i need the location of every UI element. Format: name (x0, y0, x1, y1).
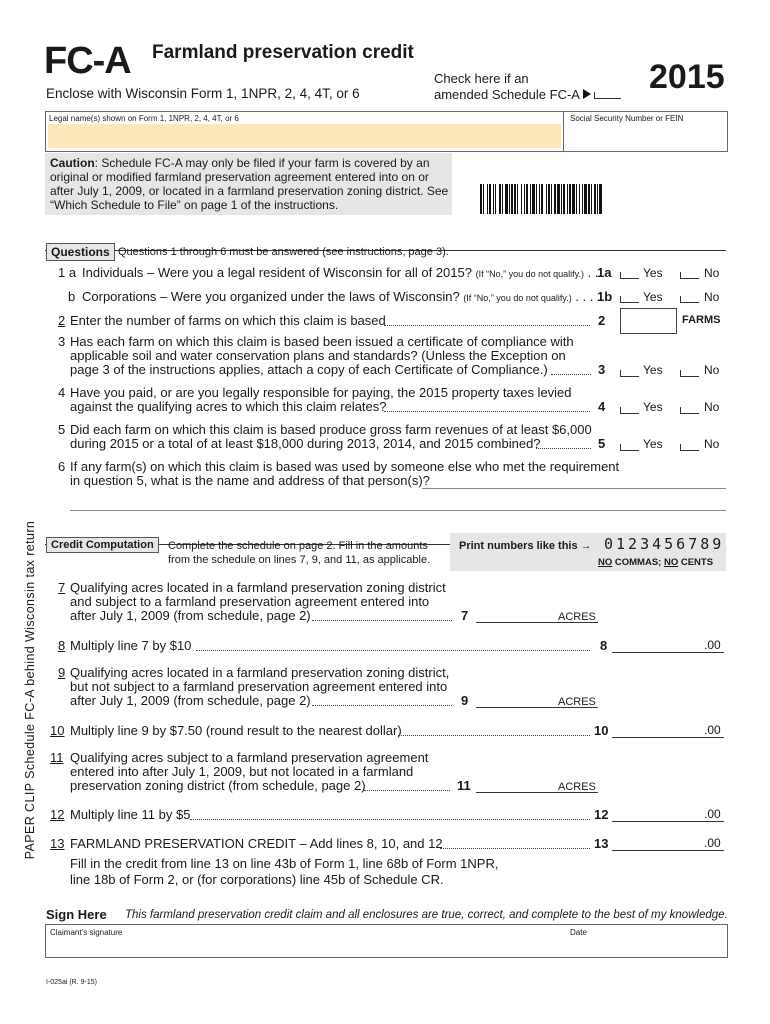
line8-ref: 8 (600, 638, 608, 653)
sign-statement: This farmland preservation credit claim and all enclosures are true, correct, and complete to the best of my knowledge. (125, 909, 728, 921)
right-arrow-icon: → (580, 540, 592, 552)
line12-num: 12 (50, 807, 65, 822)
q1a-yes-checkbox[interactable] (620, 272, 639, 279)
q1b-ref: 1b (597, 289, 613, 304)
no-commas-note: NO COMMAS; NO CENTS (598, 557, 714, 568)
line9-text-1: Qualifying acres located in a farmland preservation zoning district, (70, 665, 450, 680)
line13-credit-input[interactable] (612, 850, 724, 851)
q3-line1: Has each farm on which this claim is based been issued a certificate of compliance with (70, 334, 574, 349)
sample-digits: 0123456789 (604, 535, 725, 553)
q1a-ref: 1a (597, 265, 612, 280)
barcode-bar (591, 184, 592, 214)
q5-no-label: No (704, 437, 720, 451)
barcode-bar (517, 184, 518, 214)
barcode-bar (572, 184, 575, 214)
line10-leader-dots (398, 735, 590, 736)
date-input[interactable] (566, 938, 724, 954)
line9-text-3: after July 1, 2009 (from schedule, page 2) (70, 693, 311, 708)
signature-input[interactable] (48, 938, 558, 954)
farms-count-input[interactable] (620, 308, 677, 334)
form-title: Farmland preservation credit (152, 42, 414, 63)
name-input[interactable] (48, 124, 561, 148)
q5-leader-dots (536, 448, 591, 449)
form-id: I-025ai (R. 9-15) (46, 979, 97, 986)
barcode-bar (509, 184, 510, 214)
barcode-bar (569, 184, 571, 214)
caution-text-line4: “Which Schedule to File” on page 1 of the instructions. (50, 198, 339, 212)
q4-yes-checkbox[interactable] (620, 407, 639, 414)
questions-intro: Questions 1 through 6 must be answered (see instructions, page 3). (118, 246, 449, 258)
line12-ref: 12 (594, 807, 609, 822)
q4-num: 4 (58, 385, 66, 400)
name-field-label: Legal name(s) shown on Form 1, 1NPR, 2, 4, 4T, or 6 (49, 114, 239, 123)
q6-answer-line1[interactable] (422, 488, 726, 489)
line11-text-1: Qualifying acres subject to a farmland preservation agreement (70, 750, 429, 765)
q3-yes-checkbox[interactable] (620, 370, 639, 377)
q1b-text: Corporations – Were you organized under the laws of Wisconsin? (If “No,” you do not qualify.) . . . (82, 289, 594, 304)
line7-leader-dots (312, 620, 452, 621)
form-code: FC-A (44, 40, 131, 82)
barcode-bar (599, 184, 602, 214)
questions-heading: Questions (46, 243, 115, 261)
line11-num: 11 (50, 750, 64, 765)
line9-acres-label: ACRES (558, 696, 596, 708)
q3-ref: 3 (598, 362, 606, 377)
caution-text-line1: Caution: Schedule FC-A may only be filed if your farm is covered by an (50, 156, 430, 170)
q1b-num: b (68, 289, 76, 304)
q1b-no-label: No (704, 290, 720, 304)
q3-line2: applicable soil and water conservation plans and standards? (Unless the Exception on (70, 348, 566, 363)
q2-text: Enter the number of farms on which this claim is based (70, 313, 386, 328)
ssn-input[interactable] (565, 124, 725, 149)
q4-line1: Have you paid, or are you legally responsible for paying, the 2015 property taxes levied (70, 385, 572, 400)
barcode-bar (483, 184, 484, 214)
q3-leader-dots (551, 374, 591, 375)
line9-text-2: but not subject to a farmland preservation agreement entered into (70, 679, 448, 694)
barcode-bar (502, 184, 503, 214)
line13-leader-dots (440, 848, 590, 849)
barcode-bar (546, 184, 547, 214)
q4-yes-label: Yes (643, 400, 663, 414)
line10-ref: 10 (594, 723, 609, 738)
sign-heading: Sign Here (46, 907, 107, 922)
line11-leader-dots (364, 790, 450, 791)
line8-cents: .00 (704, 638, 721, 652)
amended-label-line1: Check here if an (434, 71, 529, 86)
line11-ref: 11 (457, 778, 471, 793)
q2-num: 2 (58, 313, 66, 328)
line13-cents: .00 (704, 836, 721, 850)
barcode-bar (584, 184, 587, 214)
line10-num: 10 (50, 723, 65, 738)
q6-answer-line2[interactable] (70, 510, 726, 511)
barcode-bar (505, 184, 508, 214)
q1a-no-checkbox[interactable] (680, 272, 699, 279)
q4-no-label: No (704, 400, 720, 414)
q4-no-checkbox[interactable] (680, 407, 699, 414)
barcode-bar (524, 184, 525, 214)
ssn-field-label: Social Security Number or FEIN (570, 114, 684, 123)
line11-text-2: entered into after July 1, 2009, but not located in a farmland (70, 764, 414, 779)
q4-line2: against the qualifying acres to which this claim relates? (70, 399, 387, 414)
line8-text: Multiply line 7 by $10 (70, 638, 192, 653)
barcode-bar (521, 184, 522, 214)
line9-leader-dots (312, 705, 452, 706)
ssn-divider (563, 111, 564, 151)
line7-text-2: and subject to a farmland preservation agreement entered into (70, 594, 430, 609)
barcode-bar (493, 184, 494, 214)
barcode-bar (487, 184, 488, 214)
q4-leader-dots (384, 411, 590, 412)
q2-ref: 2 (598, 313, 606, 328)
barcode-bar (548, 184, 550, 214)
line7-text-3: after July 1, 2009 (from schedule, page 2) (70, 608, 311, 623)
credit-heading: Credit Computation (46, 537, 159, 553)
barcode-bar (554, 184, 556, 214)
credit-note-line2: from the schedule on lines 7, 9, and 11, as applicable. (168, 554, 431, 566)
q2-leader-dots (384, 325, 590, 326)
line9-num: 9 (58, 665, 66, 680)
caution-text-line3: after July 1, 2009, or located in a farmland preservation zoning district. See (50, 184, 449, 198)
barcode-bar (567, 184, 568, 214)
barcode-bar (511, 184, 513, 214)
farms-label: FARMS (682, 314, 721, 326)
line7-text-1: Qualifying acres located in a farmland preservation zoning district (70, 580, 446, 595)
barcode-bar (526, 184, 528, 214)
q1a-num: 1 a (58, 265, 77, 280)
q5-ref: 5 (598, 436, 606, 451)
q1a-text: Individuals – Were you a legal resident of Wisconsin for all of 2015? (If “No,” you do not qualify.) . . (82, 265, 599, 280)
barcode-bar (557, 184, 560, 214)
q6-num: 6 (58, 459, 66, 474)
line8-leader-dots (196, 650, 590, 651)
line10-amount-input[interactable] (612, 737, 724, 738)
date-label: Date (570, 928, 587, 937)
q3-num: 3 (58, 334, 66, 349)
barcode-bar (594, 184, 596, 214)
print-sample-label: Print numbers like this → (459, 540, 592, 552)
q5-yes-checkbox[interactable] (620, 444, 639, 451)
barcode-bar (499, 184, 501, 214)
q6-line1: If any farm(s) on which this claim is based was used by someone else who met the requirement (70, 459, 620, 474)
q3-yes-label: Yes (643, 363, 663, 377)
q1a-yes-label: Yes (643, 266, 663, 280)
line13-note-1: Fill in the credit from line 13 on line 43b of Form 1, line 68b of Form 1NPR, (70, 856, 499, 871)
barcode-bar (495, 184, 496, 214)
caution-text-line2: original or modified farmland preservation agreement entered into on or (50, 170, 429, 184)
q5-num: 5 (58, 422, 66, 437)
line8-amount-input[interactable] (612, 652, 724, 653)
q4-ref: 4 (598, 399, 606, 414)
barcode-bar (536, 184, 537, 214)
barcode-bar (579, 184, 580, 214)
barcode-bar (597, 184, 598, 214)
q5-line2: during 2015 or a total of at least $18,000 during 2013, 2014, and 2015 combined? (70, 436, 541, 451)
enclose-instruction: Enclose with Wisconsin Form 1, 1NPR, 2, 4, 4T, or 6 (46, 86, 360, 101)
credit-note-line1: Complete the schedule on page 2. Fill in the amounts (168, 540, 428, 552)
q1b-yes-label: Yes (643, 290, 663, 304)
barcode (480, 184, 722, 214)
q1b-no-checkbox[interactable] (680, 296, 699, 303)
pointer-arrow-icon (583, 89, 591, 99)
barcode-bar (541, 184, 543, 214)
line12-leader-dots (190, 819, 590, 820)
tax-year: 2015 (649, 58, 725, 96)
barcode-bar (588, 184, 590, 214)
barcode-bar (563, 184, 565, 214)
q1b-yes-checkbox[interactable] (620, 296, 639, 303)
line8-num: 8 (58, 638, 66, 653)
signature-label: Claimant’s signature (50, 928, 123, 937)
barcode-bar (576, 184, 577, 214)
line13-num: 13 (50, 836, 65, 851)
q5-line1: Did each farm on which this claim is based produce gross farm revenues of at least $6,000 (70, 422, 592, 437)
barcode-bar (539, 184, 540, 214)
q5-no-checkbox[interactable] (680, 444, 699, 451)
line11-acres-label: ACRES (558, 781, 596, 793)
line12-text: Multiply line 11 by $5 (70, 807, 191, 822)
barcode-bar (514, 184, 516, 214)
line13-note-2: line 18b of Form 2, or (for corporations) line 45b of Schedule CR. (70, 872, 444, 887)
line13-text: FARMLAND PRESERVATION CREDIT – Add lines 8, 10, and 12 (70, 836, 443, 851)
q6-line2: in question 5, what is the name and address of that person(s)? (70, 473, 430, 488)
line7-acres-label: ACRES (558, 611, 596, 623)
amended-checkbox[interactable] (594, 92, 621, 99)
caution-label: Caution (50, 156, 95, 170)
barcode-bar (532, 184, 535, 214)
q3-line3: page 3 of the instructions applies, attach a copy of each Certificate of Compliance.) (70, 362, 548, 377)
barcode-bar (561, 184, 562, 214)
line7-ref: 7 (461, 608, 469, 623)
q3-no-label: No (704, 363, 720, 377)
line7-num: 7 (58, 580, 66, 595)
line10-cents: .00 (704, 723, 721, 737)
line9-ref: 9 (461, 693, 469, 708)
q1a-no-label: No (704, 266, 720, 280)
q5-yes-label: Yes (643, 437, 663, 451)
line12-cents: .00 (704, 807, 721, 821)
q3-no-checkbox[interactable] (680, 370, 699, 377)
barcode-bar (480, 184, 482, 214)
amended-label-line2: amended Schedule FC-A (434, 87, 580, 102)
line11-text-3: preservation zoning district (from schedule, page 2) (70, 778, 366, 793)
line13-ref: 13 (594, 836, 609, 851)
barcode-bar (582, 184, 583, 214)
line12-amount-input[interactable] (612, 821, 724, 822)
barcode-bar (551, 184, 552, 214)
paper-clip-side-text: PAPER CLIP Schedule FC-A behind Wisconsin tax return (23, 520, 37, 860)
barcode-bar (530, 184, 531, 214)
barcode-bar (489, 184, 491, 214)
line10-text: Multiply line 9 by $7.50 (round result to the nearest dollar) (70, 723, 402, 738)
